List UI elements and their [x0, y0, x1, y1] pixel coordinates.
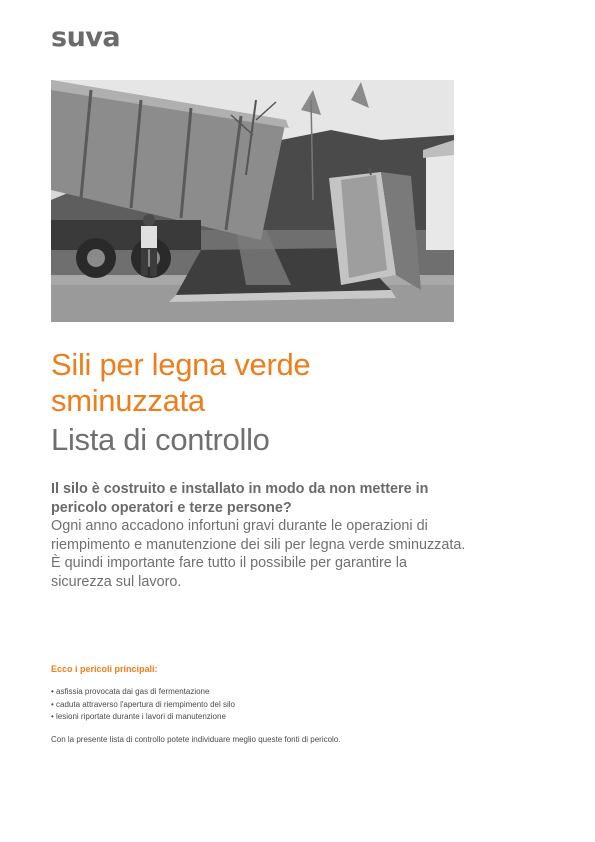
hazards-list: [51, 686, 235, 724]
list-item: • asfissia provocata dai gas di fermentazione: [51, 686, 235, 699]
list-item: • caduta attraverso l'apertura di riempimento del silo: [51, 699, 235, 712]
title-line-1: Sili per legna verde: [51, 347, 311, 382]
document-subtitle: Lista di controllo: [51, 422, 270, 457]
intro-lead-question: Il silo è costruito e installato in modo da non mettere in pericolo operatori e terze persone?: [51, 481, 429, 516]
list-item: • lesioni riportate durante i lavori di manutenzione: [51, 711, 235, 724]
footer-note: Con la presente lista di controllo potete individuare meglio queste fonti di pericolo.: [51, 735, 341, 744]
intro-paragraph: [51, 480, 471, 591]
hazards-heading: Ecco i pericoli principali:: [51, 664, 158, 674]
document-title: [51, 347, 511, 419]
intro-body-text: Ogni anno accadono infortuni gravi durante le operazioni di riempimento e manutenzione dei sili per legna verde sminuzzata. È quindi importante fare tutto il possibile per garantire la sicurezza sul lavoro.: [51, 518, 466, 590]
title-line-2: sminuzzata: [51, 383, 205, 418]
cover-photo: [51, 80, 454, 322]
suva-logo: suva: [51, 22, 121, 53]
